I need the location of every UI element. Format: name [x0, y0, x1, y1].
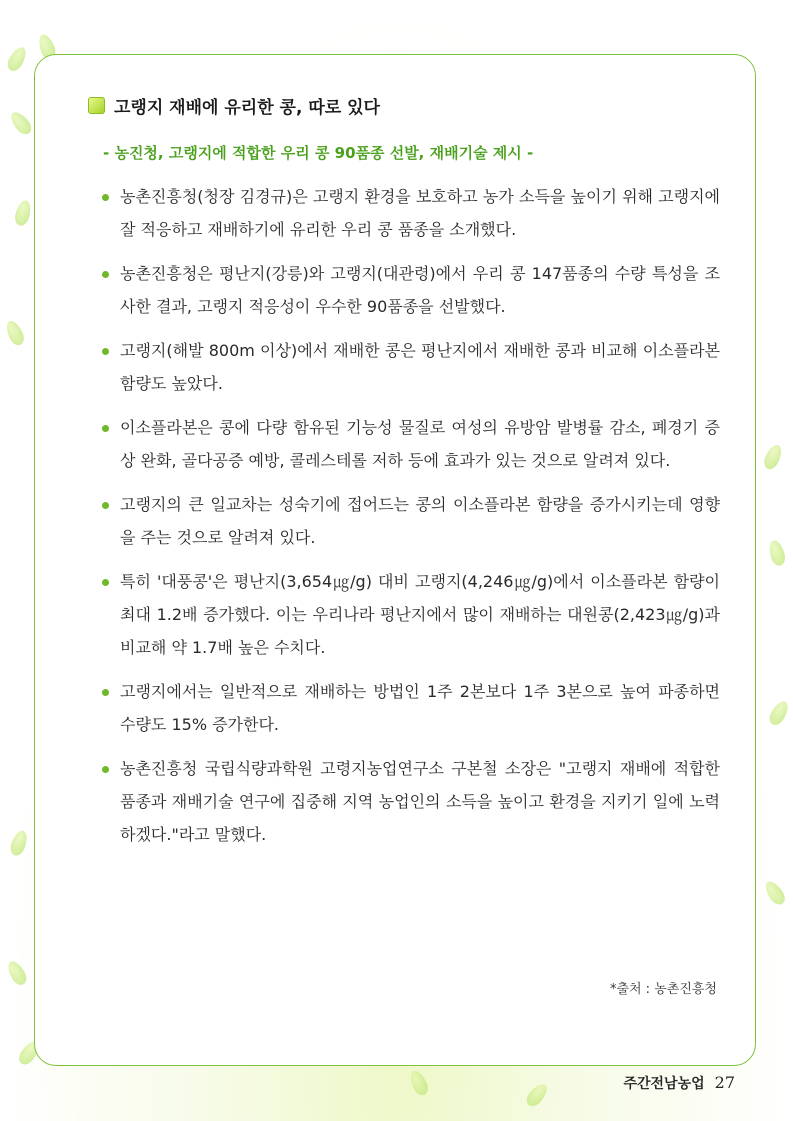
green-dot-icon: [102, 579, 109, 586]
list-item: [100, 334, 720, 400]
decorative-leaf: [766, 698, 791, 728]
paragraph-text: 고랭지에서는 일반적으로 재배하는 방법인 1주 2본보다 1주 3본으로 높여 파종하면 수량도 15% 증가한다.: [120, 682, 720, 734]
decorative-leaf: [7, 109, 34, 138]
article-subtitle: - 농진청, 고랭지에 적합한 우리 콩 90품종 선발, 재배기술 제시 -: [103, 144, 534, 162]
page-number: 27: [714, 1073, 735, 1092]
decorative-leaf: [4, 44, 29, 74]
paragraph-text: 이소플라본은 콩에 다량 함유된 기능성 물질로 여성의 유방암 발병률 감소, 폐경기 증상 완화, 골다공증 예방, 콜레스테롤 저하 등에 효과가 있는 것으로 알려져 있다.: [120, 418, 720, 470]
green-dot-icon: [102, 425, 109, 432]
green-dot-icon: [102, 194, 109, 201]
green-dot-icon: [102, 271, 109, 278]
decorative-leaf: [761, 442, 785, 471]
paragraph-text: 농촌진흥청은 평난지(강릉)와 고랭지(대관령)에서 우리 콩 147품종의 수량 특성을 조사한 결과, 고랭지 적응성이 우수한 90품종을 선발했다.: [120, 264, 720, 316]
list-item: [100, 257, 720, 323]
list-item: [100, 488, 720, 554]
green-dot-icon: [102, 502, 109, 509]
list-item: [100, 752, 720, 851]
paragraph-list: [100, 180, 720, 862]
list-item: [100, 675, 720, 741]
section-heading: [88, 93, 380, 118]
paragraph-text: 농촌진흥청 국립식량과학원 고령지농업연구소 구본철 소장은 "고랭지 재배에 적합한 품종과 재배기술 연구에 집중해 지역 농업인의 소득을 높이고 환경을 지키기 일에 노력하겠다."라고 말했다.: [120, 759, 720, 844]
paragraph-text: 고랭지(해발 800m 이상)에서 재배한 콩은 평난지에서 재배한 콩과 비교해 이소플라본 함량도 높았다.: [120, 341, 720, 393]
square-bullet-icon: [88, 97, 105, 114]
list-item: [100, 411, 720, 477]
decorative-leaf: [523, 1081, 550, 1110]
list-item: [100, 565, 720, 664]
decorative-leaf: [8, 828, 30, 857]
decorative-leaf: [767, 539, 787, 568]
magazine-name: 주간전남농업: [623, 1076, 705, 1092]
decorative-leaf: [407, 1068, 431, 1097]
paragraph-text: 특히 '대풍콩'은 평난지(3,654㎍/g) 대비 고랭지(4,246㎍/g)에서 이소플라본 함량이 최대 1.2배 증가했다. 이는 우리나라 평난지에서 많이 재배하는 대원콩(2,423㎍/g)과 비교해 약 1.7배 높은 수치다.: [120, 572, 720, 657]
paragraph-text: 농촌진흥청(청장 김경규)은 고랭지 환경을 보호하고 농가 소득을 높이기 위해 고랭지에 잘 적응하고 재배하기에 유리한 우리 콩 품종을 소개했다.: [120, 187, 720, 239]
source-credit: *출처 : 농촌진흥청: [609, 982, 717, 997]
decorative-leaf: [13, 199, 33, 228]
green-dot-icon: [102, 766, 109, 773]
green-dot-icon: [102, 348, 109, 355]
page-footer: [623, 1073, 735, 1093]
decorative-leaf: [762, 878, 788, 907]
list-item: [100, 180, 720, 246]
green-dot-icon: [102, 689, 109, 696]
paragraph-text: 고랭지의 큰 일교차는 성숙기에 접어드는 콩의 이소플라본 함량을 증가시키는데 영향을 주는 것으로 알려져 있다.: [120, 495, 720, 547]
decorative-leaf: [3, 318, 27, 347]
article-title: 고랭지 재배에 유리한 콩, 따로 있다: [114, 98, 380, 118]
decorative-leaf: [4, 958, 29, 988]
